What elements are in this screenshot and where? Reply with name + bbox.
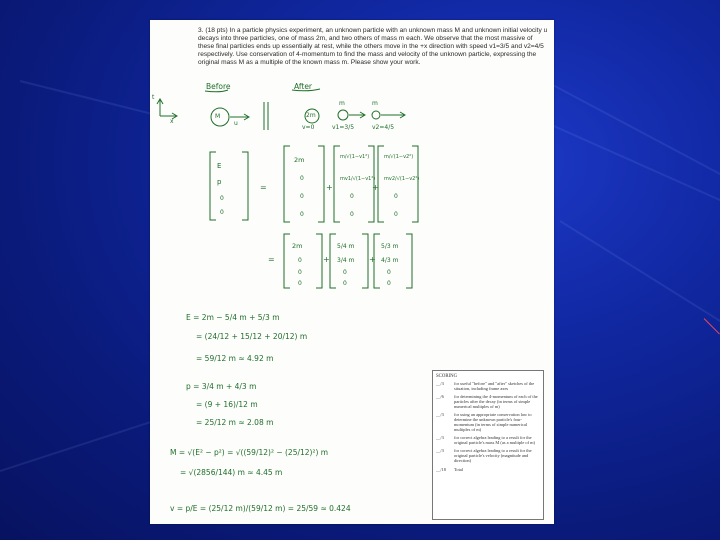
matrix-bracket [318,146,324,222]
after-m1-label: m [339,100,345,107]
scoring-points: __/3 [436,412,444,417]
scoring-row [436,435,540,445]
scoring-description: for determining the 4-momentum of each of the particles after the decay (in terms of simple numerical multiples of m) [454,394,538,409]
svg-text:0: 0 [350,211,354,218]
scoring-row [436,381,540,391]
svg-text:m/√(1−v1²): m/√(1−v1²) [340,154,370,160]
svg-text:=: = [260,183,267,192]
svg-text:5/3 m: 5/3 m [381,243,399,250]
matrix-bracket [406,234,412,288]
svg-text:p: p [217,178,222,186]
energy-equation: E = 2m − 5/4 m + 5/3 m [186,313,280,322]
momentum-equation: p = 3/4 m + 4/3 m [186,382,257,391]
scoring-total-label: Total [454,467,463,472]
matrix-bracket [362,234,368,288]
svg-text:+: + [369,255,376,264]
svg-text:0: 0 [220,209,224,216]
svg-text:0: 0 [298,269,302,276]
svg-text:2m: 2m [292,242,303,250]
scoring-points: __/3 [436,448,444,453]
velocity-equation: v = p/E = (25/12 m)/(59/12 m) = 25/59 ≈ 0.424 [170,504,351,513]
svg-text:+: + [326,183,333,192]
svg-text:0: 0 [343,280,347,287]
svg-text:mv1/√(1−v1²): mv1/√(1−v1²) [340,176,376,182]
svg-text:0: 0 [298,280,302,287]
after-label: After [294,82,313,91]
scoring-points: __/3 [436,381,444,386]
momentum-equation-step: = (9 + 16)/12 m [196,400,258,409]
problem-statement: 3. (18 pts) In a particle physics experiment, an unknown particle with an unknown mass M and unknown initial velocity u decays into three particles, one of mass 2m, and two others of mass m each. We observe that the most massive of these final particles ends up essentially at rest, while the others move in the +x direction with speed v1=3/5 and v2=4/5 respectively. Use conservation of 4-momentum to find the mass and velocity of the unknown particle, expressing the original mass M as a multiple of the known mass m. Please show your work. [198,27,548,66]
after-v0-label: v=0 [302,124,315,131]
x-axis-label: x [170,118,174,125]
scoring-points: __/3 [436,435,444,440]
svg-text:0: 0 [394,211,398,218]
scoring-description: for using an appropriate conservation law to determine the unknown particle's four-momentum (in terms of simple numerical multiples of m) [454,412,532,432]
after-m2-label: m [372,100,378,107]
scoring-row [436,412,540,432]
scoring-box [432,370,544,520]
after-m2-arrow [381,112,405,118]
svg-text:0: 0 [387,280,391,287]
t-axis-arrow [157,99,163,116]
svg-text:E: E [217,162,222,170]
scoring-description: for useful "before" and "after" sketches of the situation, including frame axes [454,381,535,391]
scoring-total-row [436,467,540,472]
x-axis-arrow [160,113,177,119]
svg-text:5/4 m: 5/4 m [337,243,355,250]
svg-text:0: 0 [394,193,398,200]
matrix-bracket [284,234,290,288]
svg-text:0: 0 [298,257,302,264]
scoring-description: for correct algebra leading to a result for the original particle's mass M (as a multiple of m) [454,435,536,445]
scanned-homework-page [150,20,554,524]
scoring-row [436,394,540,409]
matrix-bracket [330,234,336,288]
scoring-total-points: __/18 [436,467,447,472]
svg-text:0: 0 [300,193,304,200]
after-v1-label: v1=3/5 [332,124,355,131]
before-after-divider [264,102,268,130]
svg-text:4/3 m: 4/3 m [381,257,399,264]
svg-text:+: + [372,183,379,192]
scoring-title: SCORING [436,374,458,379]
matrix-bracket [284,146,290,222]
mass-equation: M = √(E² − p²) = √((59/12)² − (25/12)²) m [170,448,329,457]
after-m2-circle [372,111,380,119]
before-label: Before [206,82,231,91]
svg-text:0: 0 [300,211,304,218]
mass-equation-result: = √(2856/144) m ≈ 4.45 m [180,468,283,477]
after-v2-label: v2=4/5 [372,124,395,131]
matrix-bracket [210,152,216,220]
svg-text:+: + [323,255,330,264]
energy-equation-step: = (24/12 + 15/12 + 20/12) m [196,332,308,341]
svg-text:3/4 m: 3/4 m [337,257,355,264]
scoring-points: __/6 [436,394,444,399]
svg-text:=: = [268,255,275,264]
before-velocity-arrow [230,114,249,120]
scoring-row [436,448,540,463]
after-m1-circle [338,110,348,120]
svg-text:2m: 2m [294,156,305,164]
svg-text:0: 0 [350,193,354,200]
svg-text:0: 0 [387,269,391,276]
svg-text:mv2/√(1−v2²): mv2/√(1−v2²) [384,176,420,182]
energy-equation-result: = 59/12 m ≈ 4.92 m [196,354,274,363]
svg-text:m/√(1−v2²): m/√(1−v2²) [384,154,414,160]
svg-text:0: 0 [343,269,347,276]
svg-text:0: 0 [220,195,224,202]
matrix-bracket [242,152,248,220]
after-m1-arrow [349,112,365,118]
after-2m-label: 2m [306,112,316,119]
svg-text:0: 0 [300,175,304,182]
t-axis-label: t [152,94,155,101]
matrix-bracket [316,234,322,288]
before-particle-label: M [215,113,221,120]
momentum-equation-result: = 25/12 m ≈ 2.08 m [196,418,274,427]
scoring-description: for correct algebra leading to a result for the original particle's velocity (magnitude and direction) [454,448,532,463]
before-velocity-label: u [234,120,238,127]
